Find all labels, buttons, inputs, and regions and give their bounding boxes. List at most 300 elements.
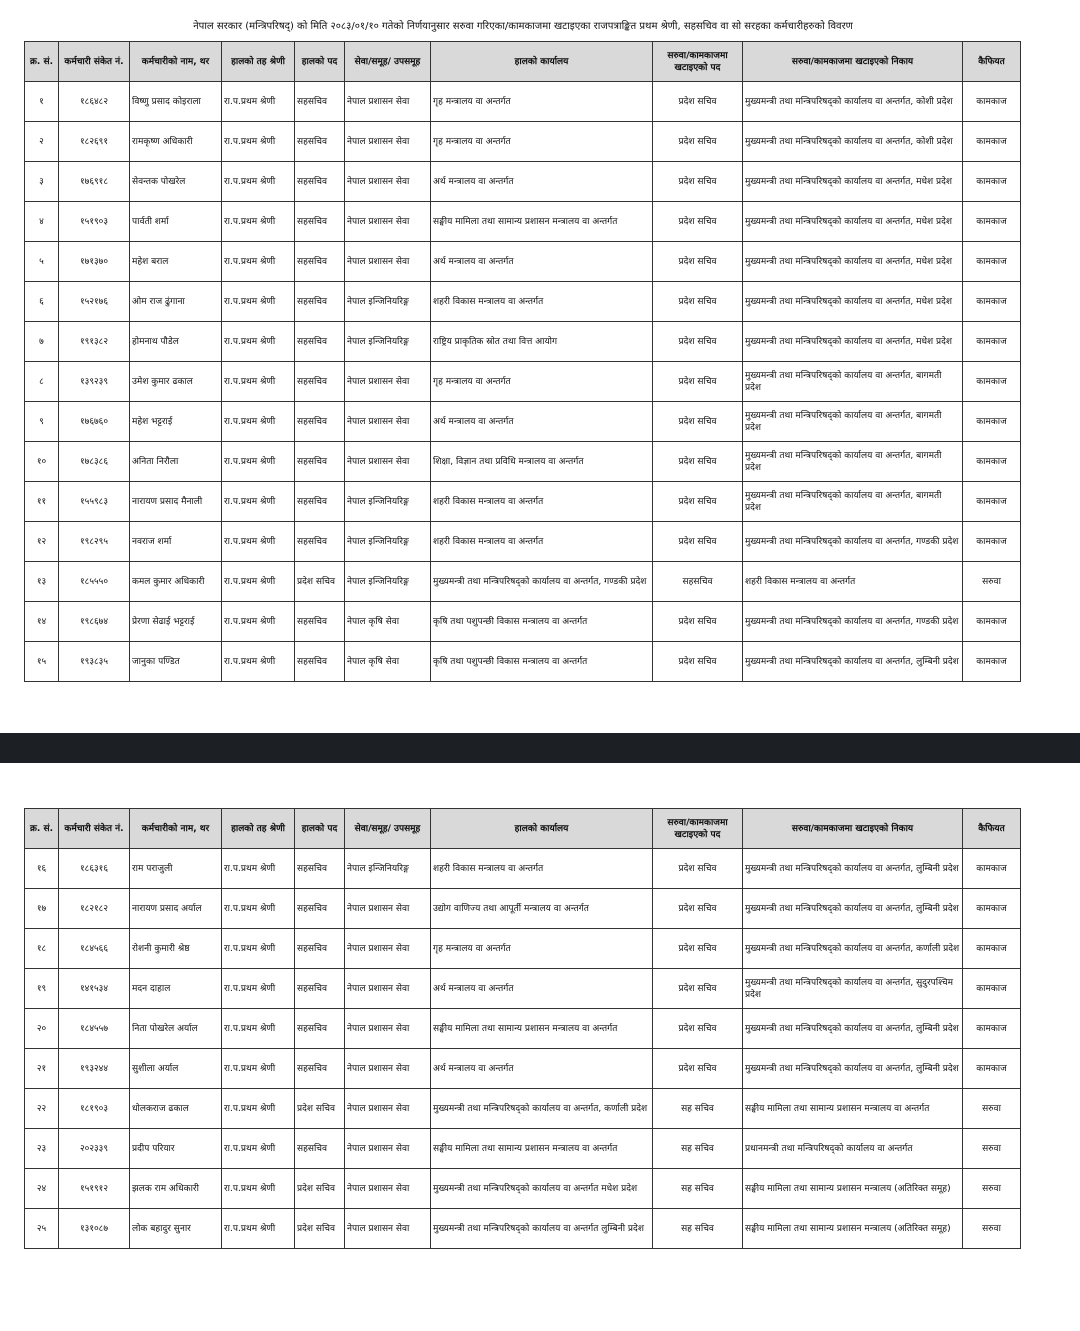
cell-employee-id: १७६९१८ [59, 162, 130, 202]
cell-name: विष्णु प्रसाद कोइराला [130, 82, 222, 122]
cell-assigned-post: प्रदेश सचिव [653, 282, 743, 322]
cell-assigned-post: प्रदेश सचिव [653, 322, 743, 362]
cell-name: रोशनी कुमारी श्रेष्ठ [130, 929, 222, 969]
header-assigned-body: सरुवा/कामकाजमा खटाइएको निकाय [743, 809, 963, 849]
cell-assigned-body: मुख्यमन्त्री तथा मन्त्रिपरिषद्को कार्यालय वा अन्तर्गत, मधेश प्रदेश [743, 242, 963, 282]
cell-remarks: कामकाज [963, 162, 1021, 202]
cell-current-office: मुख्यमन्त्री तथा मन्त्रिपरिषद्को कार्यालय वा अन्तर्गत मधेश प्रदेश [431, 1169, 653, 1209]
cell-service: नेपाल प्रशासन सेवा [345, 362, 431, 402]
cell-level: रा.प.प्रथम श्रेणी [222, 362, 295, 402]
cell-serial: २५ [25, 1209, 59, 1249]
cell-serial: १५ [25, 642, 59, 682]
cell-assigned-post: प्रदेश सचिव [653, 162, 743, 202]
cell-remarks: सरुवा [963, 1129, 1021, 1169]
cell-employee-id: १५५९८३ [59, 482, 130, 522]
cell-assigned-body: मुख्यमन्त्री तथा मन्त्रिपरिषद्को कार्यालय वा अन्तर्गत, मधेश प्रदेश [743, 282, 963, 322]
cell-current-office: शहरी विकास मन्त्रालय वा अन्तर्गत [431, 522, 653, 562]
cell-assigned-body: मुख्यमन्त्री तथा मन्त्रिपरिषद्को कार्यालय वा अन्तर्गत, सुदुरपश्चिम प्रदेश [743, 969, 963, 1009]
cell-remarks: कामकाज [963, 282, 1021, 322]
cell-remarks: कामकाज [963, 322, 1021, 362]
table-row [25, 642, 1021, 682]
cell-assigned-body: सङ्घीय मामिला तथा सामान्य प्रशासन मन्त्रालय (अतिरिक्त समूह) [743, 1209, 963, 1249]
cell-level: रा.प.प्रथम श्रेणी [222, 522, 295, 562]
cell-level: रा.प.प्रथम श्रेणी [222, 1009, 295, 1049]
cell-assigned-body: मुख्यमन्त्री तथा मन्त्रिपरिषद्को कार्यालय वा अन्तर्गत, कर्णाली प्रदेश [743, 929, 963, 969]
cell-level: रा.प.प्रथम श्रेणी [222, 1049, 295, 1089]
cell-service: नेपाल प्रशासन सेवा [345, 969, 431, 1009]
cell-current-office: गृह मन्त्रालय वा अन्तर्गत [431, 82, 653, 122]
cell-service: नेपाल प्रशासन सेवा [345, 1009, 431, 1049]
cell-service: नेपाल इन्जिनियरिङ्ग [345, 282, 431, 322]
cell-level: रा.प.प्रथम श्रेणी [222, 1089, 295, 1129]
cell-assigned-post: प्रदेश सचिव [653, 202, 743, 242]
cell-post: सहसचिव [295, 522, 345, 562]
cell-remarks: कामकाज [963, 969, 1021, 1009]
cell-level: रा.प.प्रथम श्रेणी [222, 282, 295, 322]
cell-assigned-post: सह सचिव [653, 1129, 743, 1169]
header-remarks: कैफियत [963, 809, 1021, 849]
table-body [25, 849, 1021, 1249]
cell-assigned-body: शहरी विकास मन्त्रालय वा अन्तर्गत [743, 562, 963, 602]
cell-remarks: सरुवा [963, 562, 1021, 602]
cell-level: रा.प.प्रथम श्रेणी [222, 602, 295, 642]
cell-assigned-body: मुख्यमन्त्री तथा मन्त्रिपरिषद्को कार्यालय वा अन्तर्गत, लुम्बिनी प्रदेश [743, 1009, 963, 1049]
table-row [25, 162, 1021, 202]
header-post: हालको पद [295, 809, 345, 849]
cell-assigned-post: सह सचिव [653, 1089, 743, 1129]
cell-assigned-body: मुख्यमन्त्री तथा मन्त्रिपरिषद्को कार्यालय वा अन्तर्गत, कोशी प्रदेश [743, 82, 963, 122]
cell-level: रा.प.प्रथम श्रेणी [222, 442, 295, 482]
table-row [25, 322, 1021, 362]
cell-employee-id: १५२१७६ [59, 282, 130, 322]
cell-level: रा.प.प्रथम श्रेणी [222, 202, 295, 242]
cell-post: प्रदेश सचिव [295, 1169, 345, 1209]
table-row [25, 282, 1021, 322]
cell-current-office: अर्थ मन्त्रालय वा अन्तर्गत [431, 969, 653, 1009]
cell-serial: ८ [25, 362, 59, 402]
cell-employee-id: १८४५६६ [59, 929, 130, 969]
cell-post: सहसचिव [295, 482, 345, 522]
cell-current-office: शहरी विकास मन्त्रालय वा अन्तर्गत [431, 282, 653, 322]
cell-post: सहसचिव [295, 642, 345, 682]
cell-assigned-post: प्रदेश सचिव [653, 482, 743, 522]
cell-level: रा.प.प्रथम श्रेणी [222, 402, 295, 442]
cell-assigned-body: मुख्यमन्त्री तथा मन्त्रिपरिषद्को कार्यालय वा अन्तर्गत, मधेश प्रदेश [743, 322, 963, 362]
cell-assigned-post: प्रदेश सचिव [653, 402, 743, 442]
cell-post: प्रदेश सचिव [295, 1089, 345, 1129]
cell-name: लोक बहादुर सुनार [130, 1209, 222, 1249]
cell-assigned-body: मुख्यमन्त्री तथा मन्त्रिपरिषद्को कार्यालय वा अन्तर्गत, गण्डकी प्रदेश [743, 522, 963, 562]
cell-service: नेपाल प्रशासन सेवा [345, 929, 431, 969]
cell-serial: १२ [25, 522, 59, 562]
cell-current-office: मुख्यमन्त्री तथा मन्त्रिपरिषद्को कार्यालय वा अन्तर्गत, गण्डकी प्रदेश [431, 562, 653, 602]
table-row [25, 82, 1021, 122]
cell-service: नेपाल कृषि सेवा [345, 602, 431, 642]
cell-assigned-body: मुख्यमन्त्री तथा मन्त्रिपरिषद्को कार्यालय वा अन्तर्गत, लुम्बिनी प्रदेश [743, 642, 963, 682]
cell-name: महेश बराल [130, 242, 222, 282]
cell-post: सहसचिव [295, 122, 345, 162]
cell-assigned-body: मुख्यमन्त्री तथा मन्त्रिपरिषद्को कार्यालय वा अन्तर्गत, लुम्बिनी प्रदेश [743, 849, 963, 889]
cell-remarks: कामकाज [963, 1009, 1021, 1049]
cell-service: नेपाल प्रशासन सेवा [345, 402, 431, 442]
cell-serial: २० [25, 1009, 59, 1049]
cell-assigned-post: प्रदेश सचिव [653, 969, 743, 1009]
table-row [25, 602, 1021, 642]
cell-remarks: सरुवा [963, 1209, 1021, 1249]
cell-name: कमल कुमार अधिकारी [130, 562, 222, 602]
cell-current-office: शहरी विकास मन्त्रालय वा अन्तर्गत [431, 482, 653, 522]
table-body [25, 82, 1021, 682]
cell-remarks: कामकाज [963, 889, 1021, 929]
table-row [25, 402, 1021, 442]
cell-level: रा.प.प्रथम श्रेणी [222, 82, 295, 122]
cell-serial: ६ [25, 282, 59, 322]
header-post: हालको पद [295, 42, 345, 82]
cell-assigned-body: मुख्यमन्त्री तथा मन्त्रिपरिषद्को कार्यालय वा अन्तर्गत, गण्डकी प्रदेश [743, 602, 963, 642]
page-separator [0, 733, 1080, 763]
cell-level: रा.प.प्रथम श्रेणी [222, 562, 295, 602]
cell-service: नेपाल प्रशासन सेवा [345, 122, 431, 162]
cell-remarks: कामकाज [963, 929, 1021, 969]
cell-serial: १० [25, 442, 59, 482]
cell-level: रा.प.प्रथम श्रेणी [222, 889, 295, 929]
cell-current-office: राष्ट्रिय प्राकृतिक स्रोत तथा वित्त आयोग [431, 322, 653, 362]
cell-assigned-post: सह सचिव [653, 1209, 743, 1249]
header-employee-id: कर्मचारी संकेत नं. [59, 809, 130, 849]
cell-employee-id: १९३८३५ [59, 642, 130, 682]
cell-serial: ४ [25, 202, 59, 242]
header-level: हालको तह श्रेणी [222, 809, 295, 849]
header-assigned-body: सरुवा/कामकाजमा खटाइएको निकाय [743, 42, 963, 82]
cell-service: नेपाल इन्जिनियरिङ्ग [345, 322, 431, 362]
cell-assigned-post: प्रदेश सचिव [653, 1049, 743, 1089]
cell-service: नेपाल प्रशासन सेवा [345, 1089, 431, 1129]
cell-employee-id: १५१९०३ [59, 202, 130, 242]
cell-post: सहसचिव [295, 1049, 345, 1089]
cell-remarks: कामकाज [963, 402, 1021, 442]
cell-employee-id: १८५५५० [59, 562, 130, 602]
cell-current-office: मुख्यमन्त्री तथा मन्त्रिपरिषद्को कार्यालय वा अन्तर्गत, कर्णाली प्रदेश [431, 1089, 653, 1129]
cell-level: रा.प.प्रथम श्रेणी [222, 162, 295, 202]
cell-serial: ३ [25, 162, 59, 202]
cell-name: झलक राम अधिकारी [130, 1169, 222, 1209]
cell-employee-id: १९३२४४ [59, 1049, 130, 1089]
table-row [25, 442, 1021, 482]
cell-employee-id: १७८३८६ [59, 442, 130, 482]
cell-service: नेपाल इन्जिनियरिङ्ग [345, 482, 431, 522]
transfer-table-page-1 [24, 41, 1021, 682]
cell-level: रा.प.प्रथम श्रेणी [222, 642, 295, 682]
cell-service: नेपाल इन्जिनियरिङ्ग [345, 522, 431, 562]
cell-service: नेपाल प्रशासन सेवा [345, 202, 431, 242]
cell-current-office: अर्थ मन्त्रालय वा अन्तर्गत [431, 242, 653, 282]
cell-remarks: कामकाज [963, 202, 1021, 242]
cell-assigned-post: प्रदेश सचिव [653, 242, 743, 282]
cell-assigned-post: प्रदेश सचिव [653, 849, 743, 889]
cell-assigned-post: प्रदेश सचिव [653, 602, 743, 642]
cell-post: सहसचिव [295, 162, 345, 202]
header-assigned-post: सरुवा/कामकाजमा खटाइएको पद [653, 42, 743, 82]
cell-current-office: अर्थ मन्त्रालय वा अन्तर्गत [431, 1049, 653, 1089]
cell-name: अनिता निरौला [130, 442, 222, 482]
cell-name: प्रेरणा सेढाई भट्टराई [130, 602, 222, 642]
cell-assigned-post: सह सचिव [653, 1169, 743, 1209]
cell-employee-id: १८४५५७ [59, 1009, 130, 1049]
cell-serial: ७ [25, 322, 59, 362]
cell-remarks: कामकाज [963, 602, 1021, 642]
cell-assigned-body: मुख्यमन्त्री तथा मन्त्रिपरिषद्को कार्यालय वा अन्तर्गत, लुम्बिनी प्रदेश [743, 889, 963, 929]
cell-remarks: कामकाज [963, 849, 1021, 889]
cell-employee-id: १८६४८२ [59, 82, 130, 122]
cell-level: रा.प.प्रथम श्रेणी [222, 1129, 295, 1169]
cell-level: रा.प.प्रथम श्रेणी [222, 1209, 295, 1249]
table-row [25, 849, 1021, 889]
cell-serial: ९ [25, 402, 59, 442]
cell-service: नेपाल इन्जिनियरिङ्ग [345, 849, 431, 889]
cell-serial: १३ [25, 562, 59, 602]
cell-post: सहसचिव [295, 1009, 345, 1049]
table-row [25, 562, 1021, 602]
cell-serial: १ [25, 82, 59, 122]
cell-name: राम पराजुली [130, 849, 222, 889]
cell-serial: १९ [25, 969, 59, 1009]
cell-name: निता पोखरेल अर्याल [130, 1009, 222, 1049]
cell-current-office: अर्थ मन्त्रालय वा अन्तर्गत [431, 402, 653, 442]
cell-current-office: कृषि तथा पशुपन्छी विकास मन्त्रालय वा अन्तर्गत [431, 642, 653, 682]
cell-remarks: कामकाज [963, 442, 1021, 482]
cell-employee-id: १५१९१२ [59, 1169, 130, 1209]
cell-service: नेपाल प्रशासन सेवा [345, 1129, 431, 1169]
cell-post: सहसचिव [295, 242, 345, 282]
cell-current-office: कृषि तथा पशुपन्छी विकास मन्त्रालय वा अन्तर्गत [431, 602, 653, 642]
cell-assigned-post: प्रदेश सचिव [653, 522, 743, 562]
table-row [25, 1089, 1021, 1129]
cell-serial: १७ [25, 889, 59, 929]
cell-remarks: कामकाज [963, 522, 1021, 562]
table-row [25, 889, 1021, 929]
cell-employee-id: १४१५३४ [59, 969, 130, 1009]
header-service: सेवा/समूह/ उपसमूह [345, 809, 431, 849]
cell-employee-id: १९८२९५ [59, 522, 130, 562]
cell-name: रामकृष्ण अधिकारी [130, 122, 222, 162]
cell-serial: ५ [25, 242, 59, 282]
cell-remarks: कामकाज [963, 642, 1021, 682]
cell-employee-id: १७१३७० [59, 242, 130, 282]
cell-serial: १४ [25, 602, 59, 642]
table-row [25, 122, 1021, 162]
cell-post: प्रदेश सचिव [295, 562, 345, 602]
cell-assigned-post: प्रदेश सचिव [653, 122, 743, 162]
cell-current-office: सङ्घीय मामिला तथा सामान्य प्रशासन मन्त्रालय वा अन्तर्गत [431, 1129, 653, 1169]
table-row [25, 482, 1021, 522]
cell-assigned-body: मुख्यमन्त्री तथा मन्त्रिपरिषद्को कार्यालय वा अन्तर्गत, बागमती प्रदेश [743, 362, 963, 402]
header-assigned-post: सरुवा/कामकाजमा खटाइएको पद [653, 809, 743, 849]
cell-employee-id: १८१९०३ [59, 1089, 130, 1129]
cell-employee-id: १८६३१६ [59, 849, 130, 889]
header-employee-id: कर्मचारी संकेत नं. [59, 42, 130, 82]
cell-serial: २ [25, 122, 59, 162]
cell-post: सहसचिव [295, 282, 345, 322]
table-row [25, 362, 1021, 402]
cell-remarks: कामकाज [963, 122, 1021, 162]
header-remarks: कैफियत [963, 42, 1021, 82]
cell-service: नेपाल प्रशासन सेवा [345, 1209, 431, 1249]
cell-level: रा.प.प्रथम श्रेणी [222, 322, 295, 362]
cell-assigned-body: मुख्यमन्त्री तथा मन्त्रिपरिषद्को कार्यालय वा अन्तर्गत, बागमती प्रदेश [743, 482, 963, 522]
cell-service: नेपाल प्रशासन सेवा [345, 889, 431, 929]
cell-employee-id: १३१०८७ [59, 1209, 130, 1249]
cell-current-office: मुख्यमन्त्री तथा मन्त्रिपरिषद्को कार्यालय वा अन्तर्गत लुम्बिनी प्रदेश [431, 1209, 653, 1249]
table-row [25, 1049, 1021, 1089]
table-row [25, 1009, 1021, 1049]
table-row [25, 969, 1021, 1009]
cell-post: सहसचिव [295, 969, 345, 1009]
cell-employee-id: २०२३३९ [59, 1129, 130, 1169]
cell-current-office: गृह मन्त्रालय वा अन्तर्गत [431, 929, 653, 969]
cell-post: सहसचिव [295, 82, 345, 122]
transfer-table-page-2 [24, 808, 1021, 1249]
cell-level: रा.प.प्रथम श्रेणी [222, 849, 295, 889]
cell-assigned-post: प्रदेश सचिव [653, 442, 743, 482]
cell-assigned-body: सङ्घीय मामिला तथा सामान्य प्रशासन मन्त्रालय वा अन्तर्गत [743, 1089, 963, 1129]
cell-name: धोलकराज ढकाल [130, 1089, 222, 1129]
cell-remarks: कामकाज [963, 1049, 1021, 1089]
cell-serial: १६ [25, 849, 59, 889]
cell-assigned-post: प्रदेश सचिव [653, 362, 743, 402]
cell-name: सेवन्तक पोखरेल [130, 162, 222, 202]
cell-assigned-post: प्रदेश सचिव [653, 1009, 743, 1049]
cell-service: नेपाल कृषि सेवा [345, 642, 431, 682]
cell-current-office: गृह मन्त्रालय वा अन्तर्गत [431, 362, 653, 402]
cell-remarks: कामकाज [963, 82, 1021, 122]
cell-assigned-post: प्रदेश सचिव [653, 929, 743, 969]
cell-serial: २१ [25, 1049, 59, 1089]
cell-name: उमेश कुमार ढकाल [130, 362, 222, 402]
cell-name: नारायण प्रसाद अर्याल [130, 889, 222, 929]
table-row [25, 1169, 1021, 1209]
cell-assigned-body: मुख्यमन्त्री तथा मन्त्रिपरिषद्को कार्यालय वा अन्तर्गत, लुम्बिनी प्रदेश [743, 1049, 963, 1089]
cell-employee-id: १७६७६० [59, 402, 130, 442]
cell-serial: १८ [25, 929, 59, 969]
cell-remarks: कामकाज [963, 242, 1021, 282]
cell-employee-id: १९१३८२ [59, 322, 130, 362]
cell-name: प्रदीप परियार [130, 1129, 222, 1169]
cell-current-office: गृह मन्त्रालय वा अन्तर्गत [431, 122, 653, 162]
cell-post: सहसचिव [295, 322, 345, 362]
cell-service: नेपाल प्रशासन सेवा [345, 242, 431, 282]
cell-serial: २४ [25, 1169, 59, 1209]
cell-level: रा.प.प्रथम श्रेणी [222, 1169, 295, 1209]
header-name: कर्मचारीको नाम, थर [130, 809, 222, 849]
cell-assigned-post: प्रदेश सचिव [653, 82, 743, 122]
cell-name: मदन दाहाल [130, 969, 222, 1009]
cell-serial: २३ [25, 1129, 59, 1169]
header-level: हालको तह श्रेणी [222, 42, 295, 82]
cell-level: रा.प.प्रथम श्रेणी [222, 122, 295, 162]
cell-post: सहसचिव [295, 889, 345, 929]
cell-assigned-body: मुख्यमन्त्री तथा मन्त्रिपरिषद्को कार्यालय वा अन्तर्गत, मधेश प्रदेश [743, 202, 963, 242]
table-row [25, 1129, 1021, 1169]
table-header [25, 809, 1021, 849]
cell-assigned-body: मुख्यमन्त्री तथा मन्त्रिपरिषद्को कार्यालय वा अन्तर्गत, बागमती प्रदेश [743, 442, 963, 482]
table-row [25, 242, 1021, 282]
table-row [25, 1209, 1021, 1249]
cell-service: नेपाल प्रशासन सेवा [345, 442, 431, 482]
cell-name: जानुका पण्डित [130, 642, 222, 682]
header-serial: क्र. सं. [25, 809, 59, 849]
cell-service: नेपाल प्रशासन सेवा [345, 1169, 431, 1209]
cell-remarks: कामकाज [963, 362, 1021, 402]
cell-name: होमनाथ पौडेल [130, 322, 222, 362]
cell-name: सुशीला अर्याल [130, 1049, 222, 1089]
cell-serial: २२ [25, 1089, 59, 1129]
table-row [25, 522, 1021, 562]
header-current-office: हालको कार्यालय [431, 809, 653, 849]
cell-name: नारायण प्रसाद मैनाली [130, 482, 222, 522]
header-serial: क्र. सं. [25, 42, 59, 82]
cell-name: ओम राज ढुंगाना [130, 282, 222, 322]
cell-post: सहसचिव [295, 402, 345, 442]
cell-employee-id: १३९२३९ [59, 362, 130, 402]
cell-post: सहसचिव [295, 362, 345, 402]
header-current-office: हालको कार्यालय [431, 42, 653, 82]
header-name: कर्मचारीको नाम, थर [130, 42, 222, 82]
cell-post: सहसचिव [295, 442, 345, 482]
cell-assigned-post: प्रदेश सचिव [653, 642, 743, 682]
cell-post: सहसचिव [295, 202, 345, 242]
cell-service: नेपाल प्रशासन सेवा [345, 1049, 431, 1089]
cell-assigned-post: सहसचिव [653, 562, 743, 602]
cell-level: रा.प.प्रथम श्रेणी [222, 242, 295, 282]
cell-post: सहसचिव [295, 1129, 345, 1169]
cell-assigned-post: प्रदेश सचिव [653, 889, 743, 929]
cell-post: सहसचिव [295, 602, 345, 642]
cell-assigned-body: सङ्घीय मामिला तथा सामान्य प्रशासन मन्त्रालय (अतिरिक्त समूह) [743, 1169, 963, 1209]
header-service: सेवा/समूह/ उपसमूह [345, 42, 431, 82]
cell-service: नेपाल प्रशासन सेवा [345, 162, 431, 202]
cell-remarks: कामकाज [963, 482, 1021, 522]
cell-remarks: सरुवा [963, 1089, 1021, 1129]
cell-post: सहसचिव [295, 929, 345, 969]
cell-employee-id: १९८६७४ [59, 602, 130, 642]
cell-current-office: अर्थ मन्त्रालय वा अन्तर्गत [431, 162, 653, 202]
cell-current-office: सङ्घीय मामिला तथा सामान्य प्रशासन मन्त्रालय वा अन्तर्गत [431, 202, 653, 242]
cell-remarks: सरुवा [963, 1169, 1021, 1209]
cell-serial: ११ [25, 482, 59, 522]
cell-employee-id: १८२१८२ [59, 889, 130, 929]
cell-post: सहसचिव [295, 849, 345, 889]
cell-post: प्रदेश सचिव [295, 1209, 345, 1249]
cell-assigned-body: मुख्यमन्त्री तथा मन्त्रिपरिषद्को कार्यालय वा अन्तर्गत, मधेश प्रदेश [743, 162, 963, 202]
table-row [25, 929, 1021, 969]
cell-level: रा.प.प्रथम श्रेणी [222, 929, 295, 969]
cell-employee-id: १८२६९१ [59, 122, 130, 162]
table-header [25, 42, 1021, 82]
cell-assigned-body: मुख्यमन्त्री तथा मन्त्रिपरिषद्को कार्यालय वा अन्तर्गत, कोशी प्रदेश [743, 122, 963, 162]
cell-service: नेपाल इन्जिनियरिङ्ग [345, 562, 431, 602]
cell-current-office: उद्योग वाणिज्य तथा आपूर्ती मन्त्रालय वा अन्तर्गत [431, 889, 653, 929]
cell-current-office: सङ्घीय मामिला तथा सामान्य प्रशासन मन्त्रालय वा अन्तर्गत [431, 1009, 653, 1049]
cell-name: महेश भट्टराई [130, 402, 222, 442]
cell-current-office: शहरी विकास मन्त्रालय वा अन्तर्गत [431, 849, 653, 889]
cell-level: रा.प.प्रथम श्रेणी [222, 969, 295, 1009]
cell-service: नेपाल प्रशासन सेवा [345, 82, 431, 122]
cell-name: नवराज शर्मा [130, 522, 222, 562]
cell-level: रा.प.प्रथम श्रेणी [222, 482, 295, 522]
table-row [25, 202, 1021, 242]
cell-name: पार्वती शर्मा [130, 202, 222, 242]
document-caption: नेपाल सरकार (मन्त्रिपरिषद्) को मिति २०८३/०१/१० गतेको निर्णयानुसार सरुवा गरिएका/कामकाजमा खटाइएका राजपत्राङ्कित प्रथम श्रेणी, सहसचिव वा सो सरहका कर्मचारीहरुको विवरण [193, 21, 853, 32]
